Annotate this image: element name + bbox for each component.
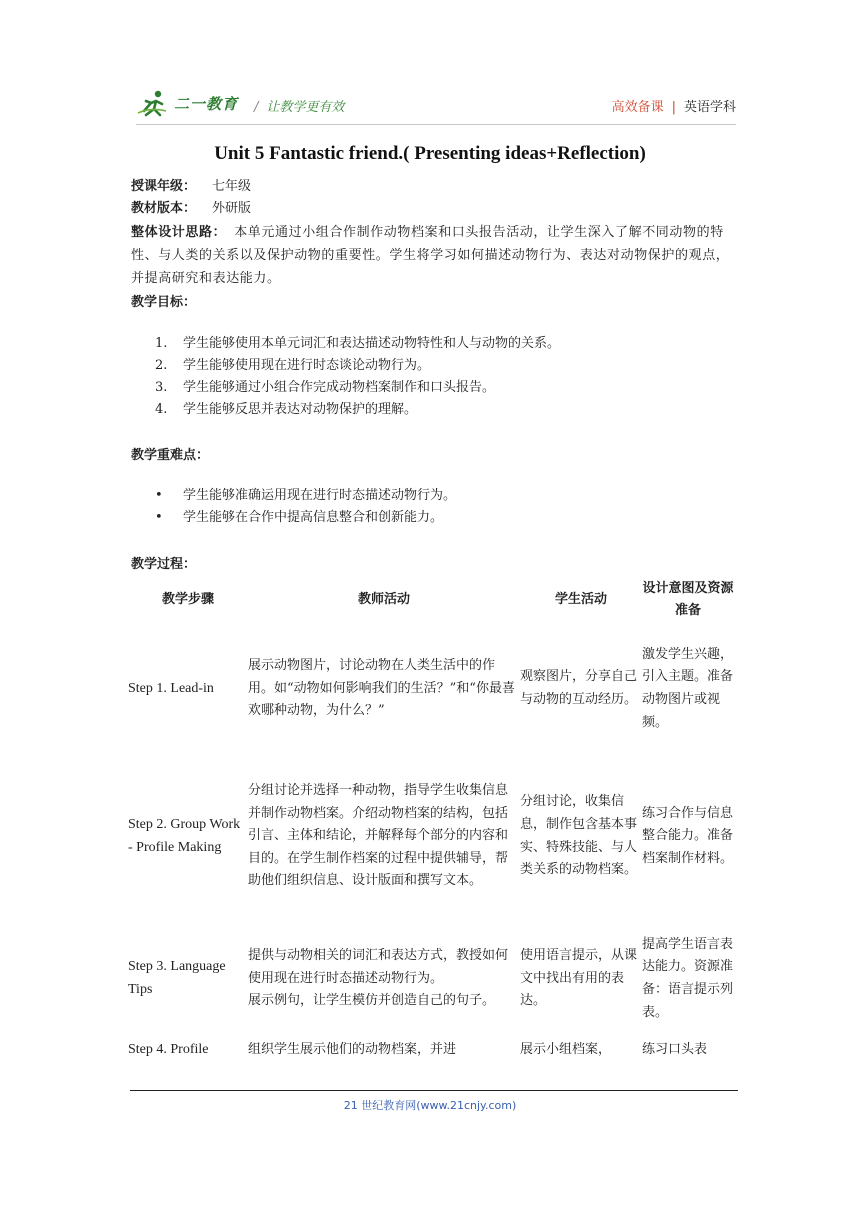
cell-teacher: 展示动物图片，讨论动物在人类生活中的作用。如“动物如何影响我们的生活？”和“你最喜欢哪种动物，为什么？”	[248, 658, 515, 719]
table-row	[128, 754, 734, 919]
header-separator: |	[671, 100, 676, 115]
edition-value: 外研版	[212, 201, 252, 216]
goals-heading: 教学目标：	[131, 295, 197, 310]
list-item: 2. 学生能够使用现在进行时态谈论动物行为。	[155, 358, 431, 373]
cell-step: Step 2. Group Work - Profile Making	[128, 816, 241, 855]
process-heading: 教学过程：	[131, 557, 197, 572]
cell-purpose: 提高学生语言表达能力。资源准备：语言提示列表。	[642, 936, 734, 1020]
cell-step: Step 4. Profile	[128, 1042, 209, 1057]
header-divider	[136, 124, 736, 125]
cell-purpose: 练习合作与信息整合能力。准备档案制作材料。	[642, 805, 734, 866]
key-points-list	[155, 485, 456, 529]
cell-teacher: 分组讨论并选择一种动物，指导学生收集信息并制作动物档案。介绍动物档案的结构，包括引言、主体和结论，并解释每个部分的内容和目的。在学生制作档案的过程中提供辅导，帮助他们组织信息、设计版面和撰写文本。	[248, 783, 509, 889]
table-row	[128, 919, 734, 1039]
list-item: • 学生能够准确运用现在进行时态描述动物行为。	[155, 485, 456, 507]
list-item: 4. 学生能够反思并表达对动物保护的理解。	[155, 402, 418, 417]
cell-student: 观察图片，分享自己与动物的互动经历。	[520, 669, 638, 707]
page-header	[136, 88, 736, 122]
goals-list	[155, 333, 560, 421]
list-item: 3. 学生能够通过小组合作完成动物档案制作和口头报告。	[155, 380, 496, 395]
design-paragraph	[131, 221, 731, 290]
list-item: 1. 学生能够使用本单元词汇和表达描述动物特性和人与动物的关系。	[155, 336, 561, 351]
grade-label: 授课年级：	[131, 179, 197, 194]
header-tag-prep: 高效备课	[611, 100, 664, 115]
header-subject	[612, 96, 736, 115]
table-row	[128, 624, 734, 754]
grade-row	[131, 176, 251, 198]
design-label: 整体设计思路：	[131, 225, 227, 240]
edition-label: 教材版本：	[131, 201, 197, 216]
footer-divider	[130, 1090, 738, 1091]
table-row	[128, 1039, 734, 1069]
design-text: 本单元通过小组合作制作动物档案和口头报告活动，让学生深入了解不同动物的特性、与人类的关系以及保护动物的重要性。学生将学习如何描述动物行为、表达对动物保护的观点，并提高研究和表达能力。	[131, 225, 730, 286]
cell-student: 使用语言提示，从课文中找出有用的表达。	[520, 948, 638, 1009]
cell-purpose: 练习口头表	[642, 1042, 708, 1057]
col-step: 教学步骤	[161, 592, 214, 607]
cell-teacher: 组织学生展示他们的动物档案，并进	[248, 1042, 457, 1057]
cell-student: 分组讨论，收集信息，制作包含基本事实、特殊技能、与人类关系的动物档案。	[520, 794, 638, 878]
bullet-icon: •	[155, 488, 163, 503]
logo	[136, 88, 238, 118]
cell-teacher: 提供与动物相关的词汇和表达方式，教授如何使用现在进行时态描述动物行为。 展示例句，让学生模仿并创造自己的句子。	[248, 948, 509, 1009]
cell-step: Step 3. Language Tips	[128, 959, 226, 997]
bullet-icon: •	[155, 510, 163, 525]
table-header-row	[128, 576, 734, 624]
page-title: Unit 5 Fantastic friend.( Presenting ideas+Reflection)	[214, 143, 646, 164]
key-points-heading: 教学重难点：	[131, 448, 210, 463]
cell-student: 展示小组档案，	[520, 1042, 612, 1057]
cell-step: Step 1. Lead-in	[128, 680, 214, 696]
col-student: 学生活动	[554, 592, 607, 607]
edition-row	[131, 198, 251, 220]
cell-purpose: 激发学生兴趣，引入主题。准备动物图片或视频。	[642, 646, 734, 730]
slogan-text: 让教学更有效	[266, 100, 345, 115]
footer-link[interactable]: 21 世纪教育网(www.21cnjy.com)	[343, 1099, 517, 1112]
col-purpose: 设计意图及资源准备	[642, 581, 734, 618]
grade-value: 七年级	[212, 179, 252, 194]
process-table	[128, 576, 734, 1069]
col-teacher: 教师活动	[357, 592, 410, 607]
running-man-icon	[136, 89, 172, 117]
header-tag-subject: 英语学科	[683, 100, 736, 115]
header-slogan: / 让教学更有效	[254, 100, 345, 115]
list-item: • 学生能够在合作中提高信息整合和创新能力。	[155, 507, 456, 529]
logo-text: 二一教育	[174, 94, 239, 113]
